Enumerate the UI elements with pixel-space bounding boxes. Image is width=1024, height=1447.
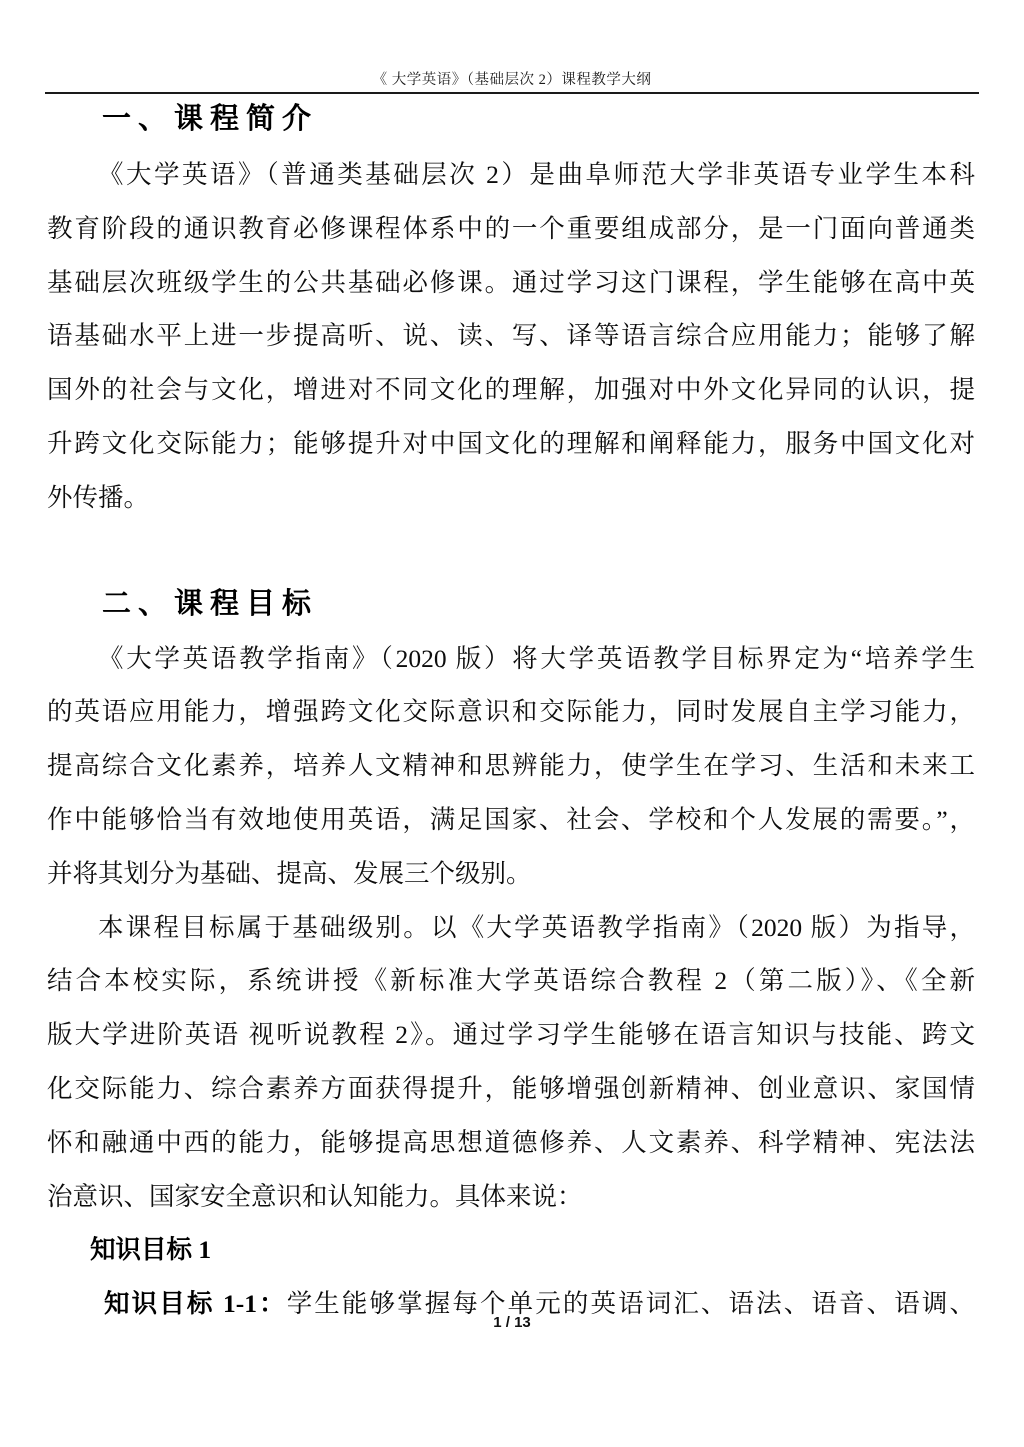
text-line: 外传播。 xyxy=(47,482,150,512)
page-header-title: 《 大学英语》（基础层次 2）课程教学大纲 xyxy=(372,72,652,88)
text-line: 国外的社会与文化，增进对不同文化的理解，加强对中外文化异同的认识，提 xyxy=(47,375,975,405)
page-number: 1 / 13 xyxy=(493,1314,531,1331)
text-line: 治意识、国家安全意识和认知能力。具体来说： xyxy=(47,1181,583,1211)
paragraph-guideline xyxy=(47,632,975,901)
knowledge-objective-text: 学生能够掌握每个单元的英语词汇、语法、语音、语调、 xyxy=(286,1289,975,1319)
knowledge-objective-heading: 知识目标 1 xyxy=(90,1235,212,1265)
paragraph-course-level xyxy=(47,901,975,1224)
text-line: 语基础水平上进一步提高听、说、读、写、译等语言综合应用能力；能够了解 xyxy=(47,321,975,351)
text-line: 升跨文化交际能力；能够提升对中国文化的理解和阐释能力，服务中国文化对 xyxy=(47,428,975,458)
text-line: 《大学英语》（普通类基础层次 2）是曲阜师范大学非英语专业学生本科 xyxy=(98,160,975,189)
document-content xyxy=(0,101,1024,1331)
text-line: 并将其划分为基础、提高、发展三个级别。 xyxy=(47,858,532,888)
text-line: 基础层次班级学生的公共基础必修课。通过学习这门课程，学生能够在高中英 xyxy=(47,267,975,297)
text-line: 作中能够恰当有效地使用英语，满足国家、社会、学校和个人发展的需要。”， xyxy=(47,804,975,834)
text-line: 版大学进阶英语 视听说教程 2》。通过学习学生能够在语言知识与技能、跨文 xyxy=(47,1020,975,1050)
text-line: 怀和融通中西的能力，能够提高思想道德修养、人文素养、科学精神、宪法法 xyxy=(47,1127,975,1157)
page-header xyxy=(45,0,979,94)
section-heading-course-objectives: 二、课程目标 xyxy=(102,587,319,620)
text-line: 结合本校实际，系统讲授《新标准大学英语综合教程 2（第二版）》、《全新 xyxy=(47,966,975,996)
text-line: 提高综合文化素养，培养人文精神和思辨能力，使学生在学习、生活和未来工 xyxy=(47,751,975,781)
text-line: 化交际能力、综合素养方面获得提升，能够增强创新精神、创业意识、家国情 xyxy=(47,1073,975,1103)
paragraph-course-intro xyxy=(47,148,975,525)
text-line: 《大学英语教学指南》（2020 版）将大学英语教学目标界定为“培养学生 xyxy=(98,643,975,673)
text-line: 的英语应用能力，增强跨文化交际意识和交际能力，同时发展自主学习能力， xyxy=(47,697,975,727)
text-line: 教育阶段的通识教育必修课程体系中的一个重要组成部分，是一门面向普通类 xyxy=(47,213,975,243)
text-line: 本课程目标属于基础级别。以《大学英语教学指南》（2020 版）为指导， xyxy=(98,912,975,942)
section-heading-course-intro: 一、课程简介 xyxy=(102,103,319,135)
knowledge-objective-label: 知识目标 1-1： xyxy=(104,1289,287,1319)
